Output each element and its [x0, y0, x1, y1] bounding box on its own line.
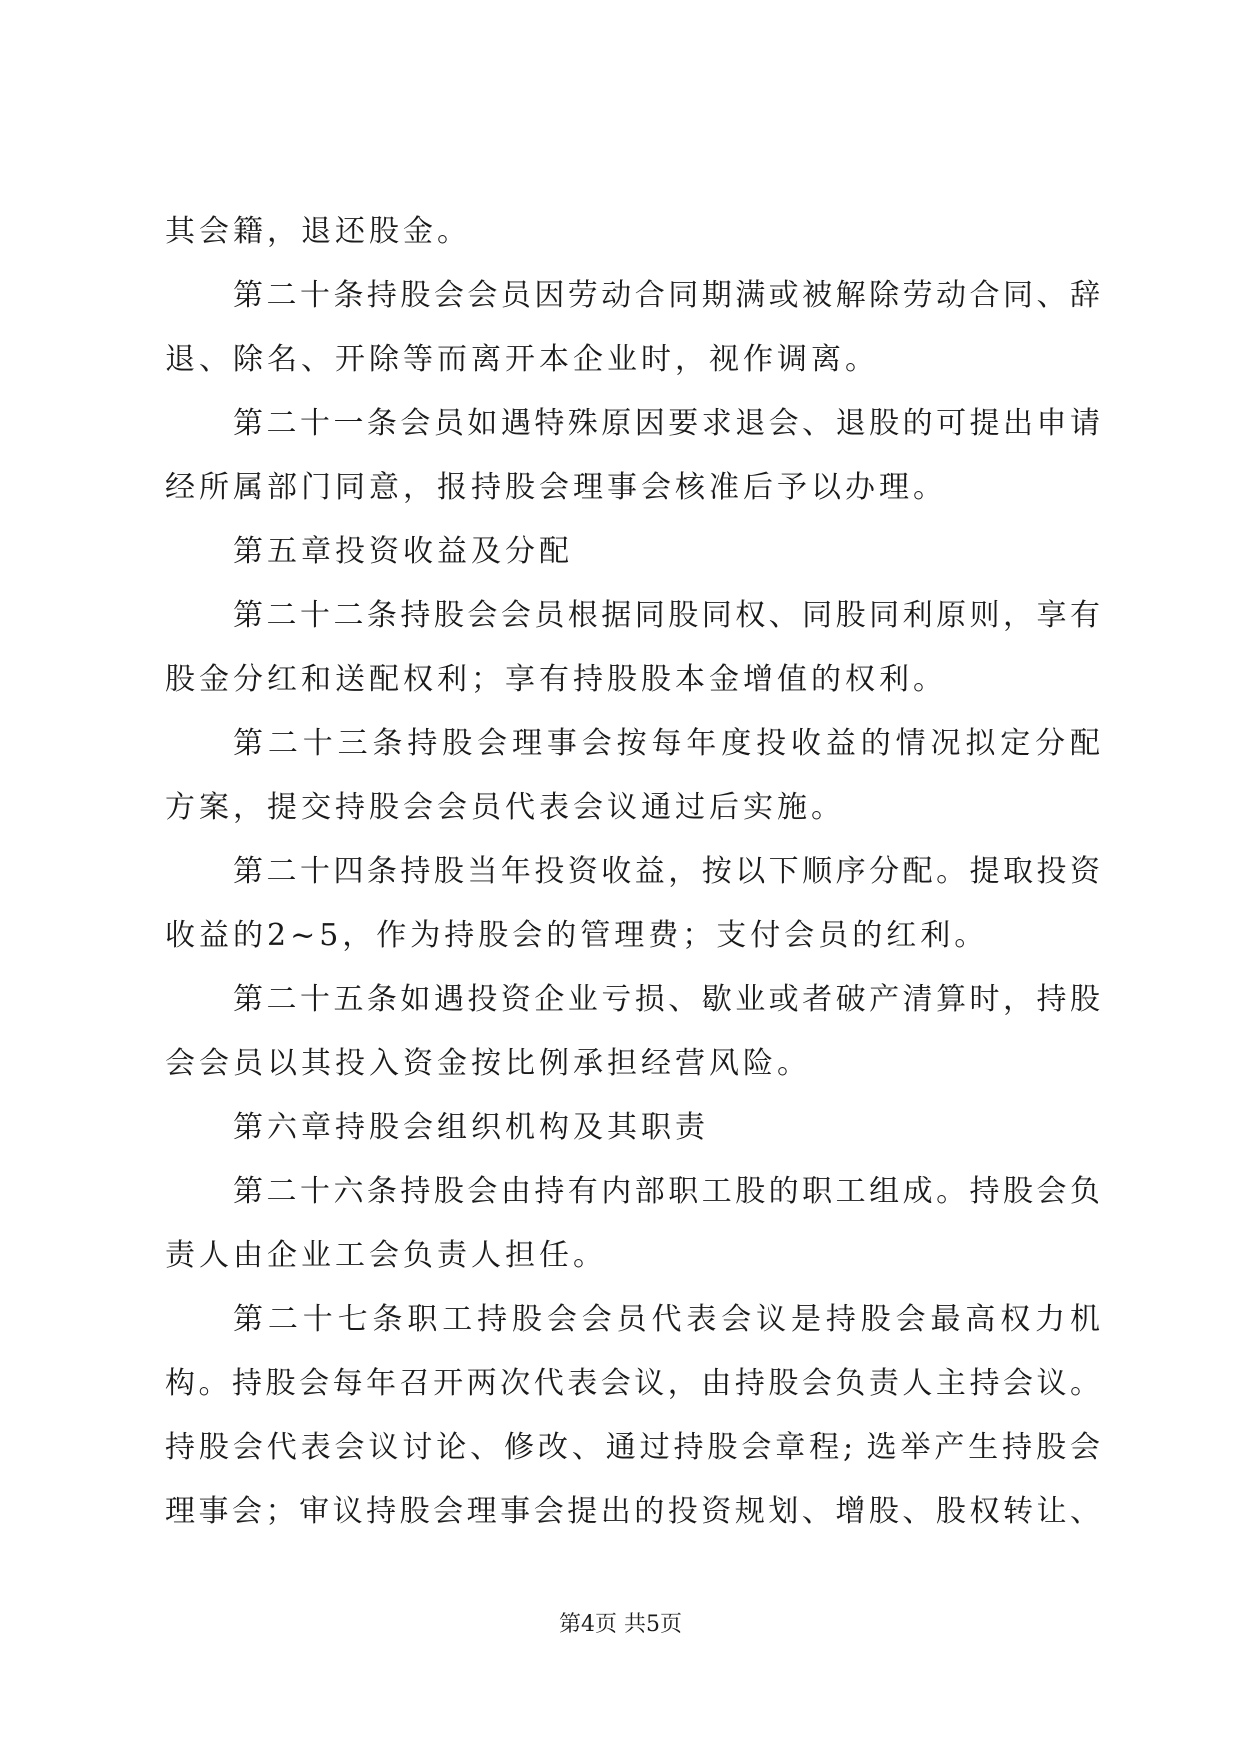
text-line: 第二十六条持股会由持有内部职工股的职工组成。持股会负	[233, 1174, 1100, 1209]
text-line: 会会员以其投入资金按比例承担经营风险。	[165, 1046, 811, 1081]
text-line: 责人由企业工会负责人担任。	[165, 1238, 607, 1273]
text-line: 第二十五条如遇投资企业亏损、歇业或者破产清算时，持股	[233, 982, 1100, 1017]
text-line: 第二十条持股会会员因劳动合同期满或被解除劳动合同、辞	[233, 278, 1100, 313]
text-line: 第六章持股会组织机构及其职责	[233, 1110, 709, 1145]
text-line: 理事会；审议持股会理事会提出的投资规划、增股、股权转让、	[165, 1494, 1100, 1529]
text-line: 第二十一条会员如遇特殊原因要求退会、退股的可提出申请	[233, 406, 1100, 441]
text-line: 第五章投资收益及分配	[233, 534, 573, 569]
text-line: 第二十二条持股会会员根据同股同权、同股同利原则，享有	[233, 598, 1100, 633]
text-line: 股金分红和送配权利；享有持股股本金增值的权利。	[165, 662, 947, 697]
text-line: 收益的2~5，作为持股会的管理费；支付会员的红利。	[165, 918, 989, 953]
text-line: 退、除名、开除等而离开本企业时，视作调离。	[165, 342, 879, 377]
text-line: 持股会代表会议讨论、修改、通过持股会章程; 选举产生持股会	[165, 1430, 1100, 1465]
text-line: 第二十三条持股会理事会按每年度投收益的情况拟定分配	[233, 726, 1100, 761]
text-line: 经所属部门同意，报持股会理事会核准后予以办理。	[165, 470, 947, 505]
text-line: 其会籍，退还股金。	[165, 214, 471, 249]
text-line: 方案，提交持股会会员代表会议通过后实施。	[165, 790, 845, 825]
text-line: 构。持股会每年召开两次代表会议，由持股会负责人主持会议。	[165, 1366, 1100, 1401]
page-footer: 第4页 共5页	[559, 1612, 682, 1637]
document-body	[165, 200, 1100, 1544]
text-line: 第二十四条持股当年投资收益，按以下顺序分配。提取投资	[233, 854, 1100, 889]
text-line: 第二十七条职工持股会会员代表会议是持股会最高权力机	[233, 1302, 1100, 1337]
